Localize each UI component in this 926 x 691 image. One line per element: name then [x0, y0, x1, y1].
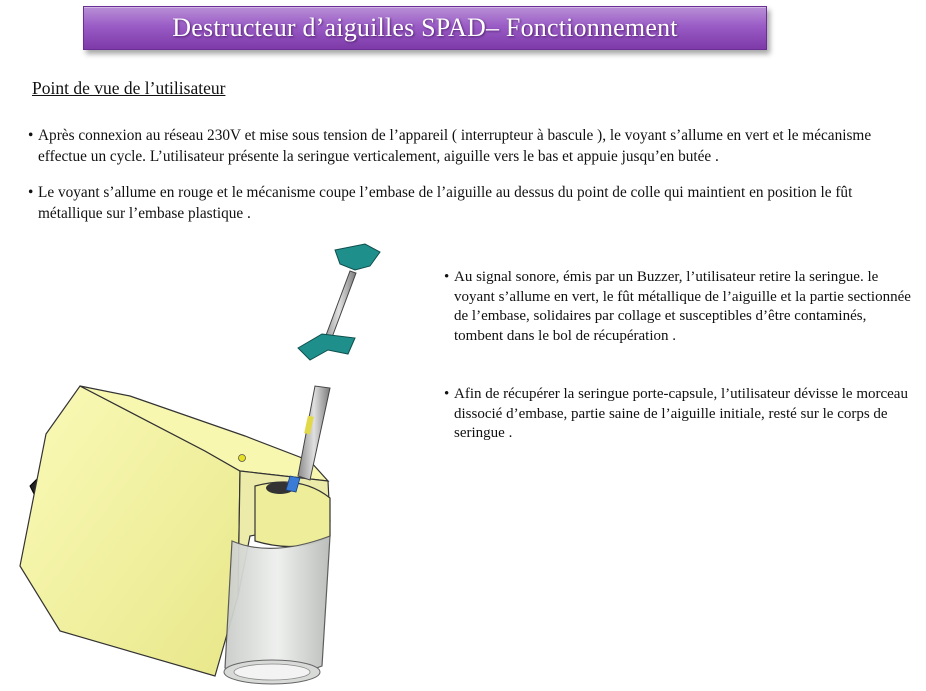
bullet-symbol: • [444, 269, 450, 285]
bullet-text: Afin de récupérer la seringue porte-capsule, l’utilisateur dévisse le morceau dissocié d’embase, partie saine de l’aiguille initiale, resté sur le corps de seringue . [454, 386, 908, 441]
title-banner [83, 6, 767, 50]
page-title: Destructeur d’aiguilles SPAD– Fonctionnement [172, 13, 678, 42]
bullet-item [24, 182, 918, 224]
syringe-flange [298, 334, 355, 360]
bullet-item [24, 125, 918, 167]
bullet-text: Au signal sonore, émis par un Buzzer, l’utilisateur retire la seringue. le voyant s’allume en vert, le fût métallique de l’aiguille et la partie sectionnée de l’embase, solidaires par collage et susceptibles d’être contaminés, tombent dans le bol de récupération . [454, 269, 911, 344]
bullet-symbol: • [28, 184, 34, 201]
bullet-symbol: • [444, 386, 450, 402]
collection-bowl [225, 536, 330, 677]
bullet-item [440, 268, 919, 346]
section-subtitle: Point de vue de l’utilisateur [32, 78, 226, 98]
needle-destructor-illustration [10, 236, 410, 686]
bullet-text: Le voyant s’allume en rouge et le mécanisme coupe l’embase de l’aiguille au dessus du point de colle qui maintient en position le fût métallique sur l’embase plastique . [38, 184, 853, 222]
plunger-thumb-rest [335, 244, 380, 270]
bullet-symbol: • [28, 127, 34, 144]
bullet-text: Après connexion au réseau 230V et mise sous tension de l’appareil ( interrupteur à bascule ), le voyant s’allume en vert et le mécanisme effectue un cycle. L’utilisateur présente la seringue verticalement, aiguille vers le bas et appuie jusqu’en butée . [38, 127, 872, 165]
bullet-item [440, 385, 919, 444]
